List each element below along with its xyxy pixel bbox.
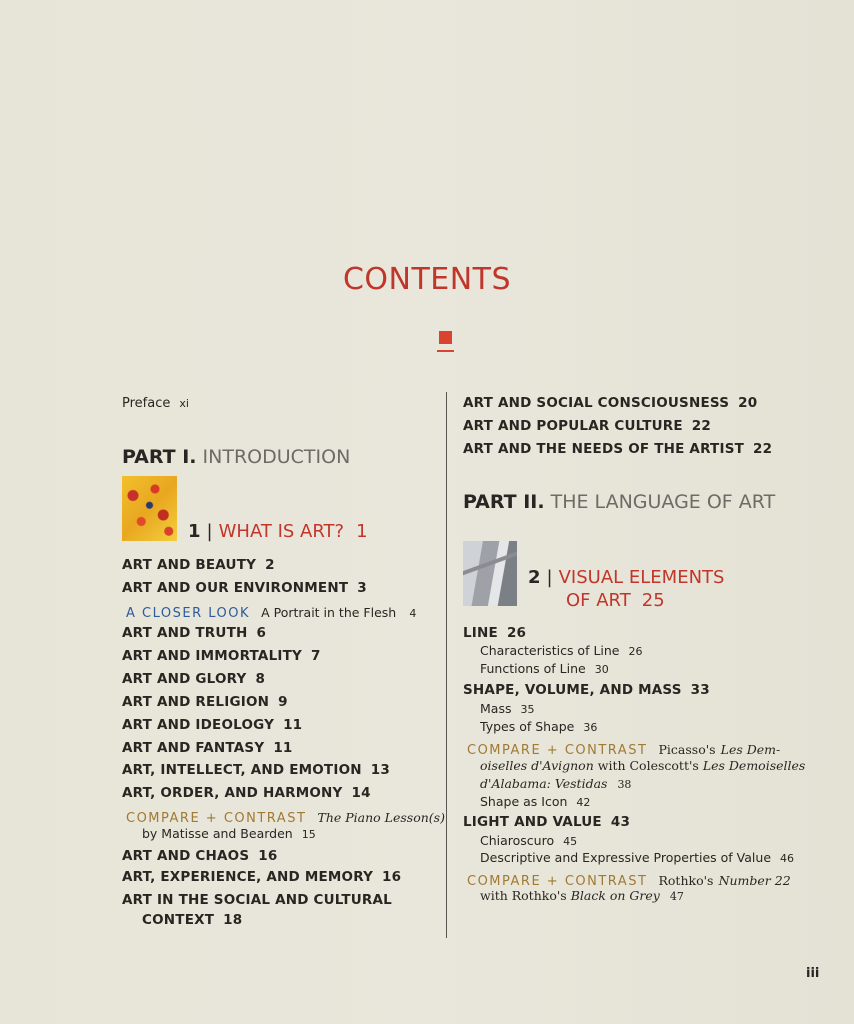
part-2-heading[interactable]: PART II. THE LANGUAGE OF ART: [463, 491, 776, 513]
toc-entry[interactable]: ART AND IMMORTALITY 7: [122, 648, 321, 664]
toc-subentry[interactable]: Chiaroscuro 45: [480, 833, 578, 848]
toc-entry-continued[interactable]: CONTEXT 18: [142, 912, 243, 928]
page-number: iii: [806, 966, 820, 981]
toc-subentry[interactable]: Types of Shape 36: [480, 719, 598, 734]
compare-contrast-entry-line2[interactable]: with Rothko's Black on Grey 47: [480, 888, 684, 903]
toc-entry[interactable]: ART AND IDEOLOGY 11: [122, 717, 303, 733]
toc-subentry[interactable]: Functions of Line 30: [480, 661, 609, 676]
title-ornament-line: [437, 350, 454, 352]
part-1-heading[interactable]: PART I. INTRODUCTION: [122, 446, 351, 468]
chapter-1-heading[interactable]: 1 | WHAT IS ART? 1: [188, 521, 368, 542]
toc-entry[interactable]: ART AND RELIGION 9: [122, 694, 288, 710]
toc-entry[interactable]: ART AND BEAUTY 2: [122, 557, 275, 573]
toc-entry[interactable]: ART AND TRUTH 6: [122, 625, 267, 641]
compare-contrast-entry-line3[interactable]: d'Alabama: Vestidas 38: [480, 776, 632, 791]
compare-contrast-entry[interactable]: COMPARE + CONTRAST Rothko's Number 22: [467, 873, 791, 889]
toc-entry[interactable]: SHAPE, VOLUME, AND MASS 33: [463, 682, 710, 698]
painting-thumbnail-icon: [122, 476, 177, 541]
toc-entry[interactable]: ART AND FANTASY 11: [122, 740, 293, 756]
closer-look-entry[interactable]: A CLOSER LOOK A Portrait in the Flesh 4: [126, 605, 417, 621]
page-title: CONTENTS: [342, 262, 512, 297]
title-ornament-square: [439, 331, 452, 344]
toc-subentry[interactable]: Shape as Icon 42: [480, 794, 591, 809]
toc-entry[interactable]: ART AND POPULAR CULTURE 22: [463, 418, 711, 434]
toc-entry[interactable]: ART, INTELLECT, AND EMOTION 13: [122, 762, 390, 778]
compare-contrast-entry-line2[interactable]: oiselles d'Avignon with Colescott's Les Demoiselles: [480, 758, 806, 773]
compare-contrast-entry[interactable]: COMPARE + CONTRAST The Piano Lesson(s): [126, 810, 445, 826]
architecture-thumbnail-icon: [463, 541, 517, 606]
toc-entry[interactable]: ART IN THE SOCIAL AND CULTURAL: [122, 892, 392, 908]
toc-subentry[interactable]: Mass 35: [480, 701, 535, 716]
toc-entry[interactable]: ART, EXPERIENCE, AND MEMORY 16: [122, 869, 402, 885]
chapter-2-heading[interactable]: 2 | VISUAL ELEMENTS: [528, 567, 725, 588]
toc-entry[interactable]: ART AND THE NEEDS OF THE ARTIST 22: [463, 441, 773, 457]
column-divider: [446, 392, 447, 938]
compare-contrast-entry-line2[interactable]: by Matisse and Bearden 15: [142, 826, 316, 841]
compare-contrast-entry[interactable]: COMPARE + CONTRAST Picasso's Les Dem-: [467, 742, 781, 758]
toc-subentry[interactable]: Characteristics of Line 26: [480, 643, 643, 658]
toc-entry[interactable]: ART, ORDER, AND HARMONY 14: [122, 785, 371, 801]
toc-entry[interactable]: ART AND CHAOS 16: [122, 848, 278, 864]
toc-entry[interactable]: LIGHT AND VALUE 43: [463, 814, 631, 830]
toc-entry[interactable]: LINE 26: [463, 625, 527, 641]
toc-entry[interactable]: ART AND GLORY 8: [122, 671, 266, 687]
chapter-2-heading-line2[interactable]: OF ART 25: [566, 590, 665, 611]
toc-preface[interactable]: Preface xi: [122, 396, 189, 411]
toc-entry[interactable]: ART AND SOCIAL CONSCIOUSNESS 20: [463, 395, 758, 411]
toc-subentry[interactable]: Descriptive and Expressive Properties of Value 46: [480, 850, 795, 865]
toc-entry[interactable]: ART AND OUR ENVIRONMENT 3: [122, 580, 367, 596]
